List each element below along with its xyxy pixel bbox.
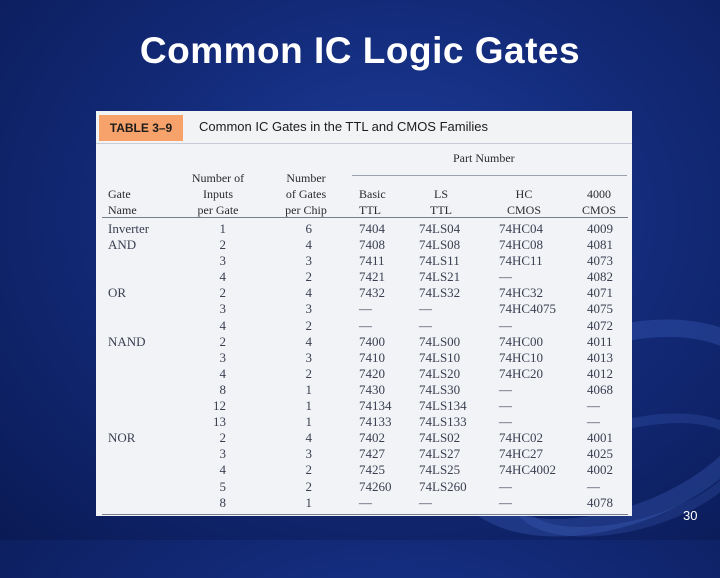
table-row: 8 1 7430 74LS30 — 4068 [219, 381, 613, 397]
page-number: 30 [683, 508, 698, 523]
header-ls-ttl: LS TTL [430, 187, 452, 217]
header-hc-cmos: HC CMOS [507, 187, 542, 217]
table-row: 13 1 74133 74LS133 — — [213, 414, 600, 430]
header-rule [102, 217, 628, 218]
header-4000-cmos: 4000 CMOS [582, 187, 617, 217]
table-row: Inverter 1 6 7404 74LS04 74HC04 4009 [108, 221, 613, 236]
header-part-number: Part Number [453, 151, 515, 165]
table-row: 8 1 — — — 4078 [219, 494, 613, 510]
bottom-rule [102, 514, 628, 515]
table-row: NOR 2 4 7402 74LS02 74HC02 4001 [108, 430, 613, 446]
table-row: 4 2 7420 74LS20 74HC20 4012 [219, 365, 613, 381]
table-row: 5 2 74260 74LS260 — — [219, 478, 600, 494]
slide-title: Common IC Logic Gates [139, 30, 581, 71]
table-caption [96, 111, 632, 143]
table-row: 3 3 7411 74LS11 74HC11 4073 [219, 253, 613, 269]
table-label: TABLE 3–9 [99, 115, 183, 141]
header-inputs: Number of Inputs per Gate [191, 171, 245, 217]
table-row: 12 1 74134 74LS134 — — [213, 398, 600, 414]
table-row: OR 2 4 7432 74LS32 74HC32 4071 [108, 285, 613, 301]
header-basic-ttl: Basic TTL [359, 187, 386, 217]
header-gates-per-chip: Number of Gates per Chip [285, 171, 327, 217]
table-row: 3 3 — — 74HC4075 4075 [219, 301, 613, 317]
table-row: 3 3 7427 74LS27 74HC27 4025 [219, 446, 613, 462]
table-row: 4 2 7425 74LS25 74HC4002 4002 [219, 462, 613, 478]
table-row: NAND 2 4 7400 74LS00 74HC00 4011 [108, 333, 613, 349]
header-divider [352, 175, 627, 176]
table-rows [96, 221, 632, 511]
table-body [96, 143, 632, 516]
table-row: 3 3 7410 74LS10 74HC10 4013 [219, 349, 613, 365]
table-caption-text: Common IC Gates in the TTL and CMOS Families [199, 119, 488, 134]
gates-table [96, 111, 632, 515]
table-row: 4 2 7421 74LS21 — 4082 [219, 269, 613, 285]
table-row: 4 2 — — — 4072 [219, 317, 613, 333]
header-gate-name: Gate Name [108, 187, 137, 217]
table-row: AND 2 4 7408 74LS08 74HC08 4081 [108, 237, 613, 253]
